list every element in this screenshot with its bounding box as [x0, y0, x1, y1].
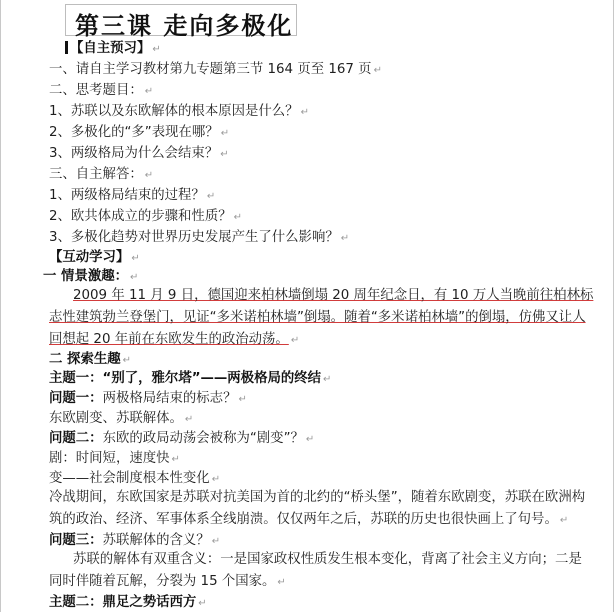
text-line: 2、欧共体成立的步骤和性质？ ↵ — [49, 209, 242, 224]
heading-theme-two: 主题二：鼎足之势话西方 ↵ — [49, 595, 207, 610]
paragraph-ussr: 苏联的解体有双重含义：一是国家政权性质发生根本变化，背离了社会主义方向；二是同时伴随着瓦解，分裂为 15 个国家。 ↵ — [49, 552, 582, 589]
question-one: 问题一：两极格局结束的标志？ ↵ — [49, 391, 247, 406]
paragraph-mark-icon: ↵ — [130, 272, 139, 283]
text-cursor — [65, 41, 68, 54]
paragraph-mark-icon: ↵ — [122, 355, 132, 366]
paragraph-mark-icon: ↵ — [290, 335, 300, 346]
paragraph-mark-icon: ↵ — [373, 65, 382, 76]
text-line: 二、思考题目： ↵ — [49, 83, 154, 98]
paragraph-mark-icon: ↵ — [559, 515, 569, 526]
paragraph-mark-icon: ↵ — [238, 394, 247, 405]
heading-interactive-learning: 【互动学习】 ↵ — [49, 250, 140, 265]
lesson-title: 第三课 走向多极化 — [75, 11, 294, 40]
heading-theme-one: 主题一：“别了，雅尔塔”——两极格局的终结 ↵ — [49, 371, 332, 386]
paragraph-mark-icon: ↵ — [340, 233, 350, 244]
heading-explore: 二 探索生趣 ↵ — [49, 352, 132, 367]
paragraph-mark-icon: ↵ — [211, 474, 221, 485]
paragraph-mark-icon: ↵ — [206, 191, 216, 202]
paragraph-scene: 2009 年 11 月 9 日，德国迎来柏林墙倒塌 20 周年纪念日，有 10 万人当晚前往柏林标志性建筑勃兰登堡门，见证“多米诺柏林墙”倒塌。随着“多米诺柏林墙”的倒塌，仿佛又让人回想起 20 年前在东欧发生的政治动荡。 ↵ — [49, 288, 594, 347]
paragraph-mark-icon: ↵ — [300, 107, 309, 118]
answer-two-b: 变——社会制度根本性变化 ↵ — [49, 471, 221, 486]
paragraph-mark-icon: ↵ — [144, 170, 154, 181]
paragraph-mark-icon: ↵ — [277, 577, 286, 588]
question-two: 问题二：东欧的政局动荡会被称为“剧变”？ ↵ — [49, 431, 315, 446]
paragraph-mark-icon: ↵ — [144, 86, 154, 97]
text-line: 三、自主解答： ↵ — [49, 167, 154, 182]
paragraph-mark-icon: ↵ — [211, 536, 221, 547]
paragraph-cold-war: 冷战期间，东欧国家是苏联对抗美国为首的北约的“桥头堡”，随着东欧剧变，苏联在欧洲构筑的政治、经济、军事体系全线崩溃。仅仅两年之后，苏联的历史也很快画上了句号。 ↵ — [49, 490, 586, 527]
paragraph-mark-icon: ↵ — [171, 454, 180, 465]
answer-one: 东欧剧变、苏联解体。 ↵ — [49, 411, 194, 426]
text-line: 2、多极化的“多”表现在哪？ ↵ — [49, 125, 230, 140]
paragraph-mark-icon: ↵ — [152, 44, 161, 55]
paragraph-mark-icon: ↵ — [220, 128, 230, 139]
question-three: 问题三：苏联解体的含义？ ↵ — [49, 533, 221, 548]
paragraph-mark-icon: ↵ — [131, 253, 140, 264]
paragraph-mark-icon: ↵ — [305, 434, 315, 445]
text-line: 一、请自主学习教材第九专题第三节 164 页至 167 页 ↵ — [49, 62, 382, 77]
paragraph-mark-icon: ↵ — [233, 212, 242, 223]
paragraph-mark-icon: ↵ — [198, 598, 207, 609]
paragraph-mark-icon: ↵ — [184, 414, 194, 425]
paragraph-mark-icon: ↵ — [220, 149, 229, 160]
text-line: 3、多极化趋势对世界历史发展产生了什么影响？ ↵ — [49, 230, 350, 245]
heading-scene: 一 情景激趣： ↵ — [43, 269, 139, 284]
text-line: 1、两级格局结束的过程？ ↵ — [49, 188, 216, 203]
text-line: 1、苏联以及东欧解体的根本原因是什么？ ↵ — [49, 104, 309, 119]
answer-two-a: 剧：时间短，速度快 ↵ — [49, 451, 180, 466]
heading-self-preview: 【自主预习】 ↵ — [65, 40, 161, 59]
text-line: 3、两级格局为什么会结束？ ↵ — [49, 146, 229, 161]
paragraph-mark-icon: ↵ — [323, 374, 332, 385]
